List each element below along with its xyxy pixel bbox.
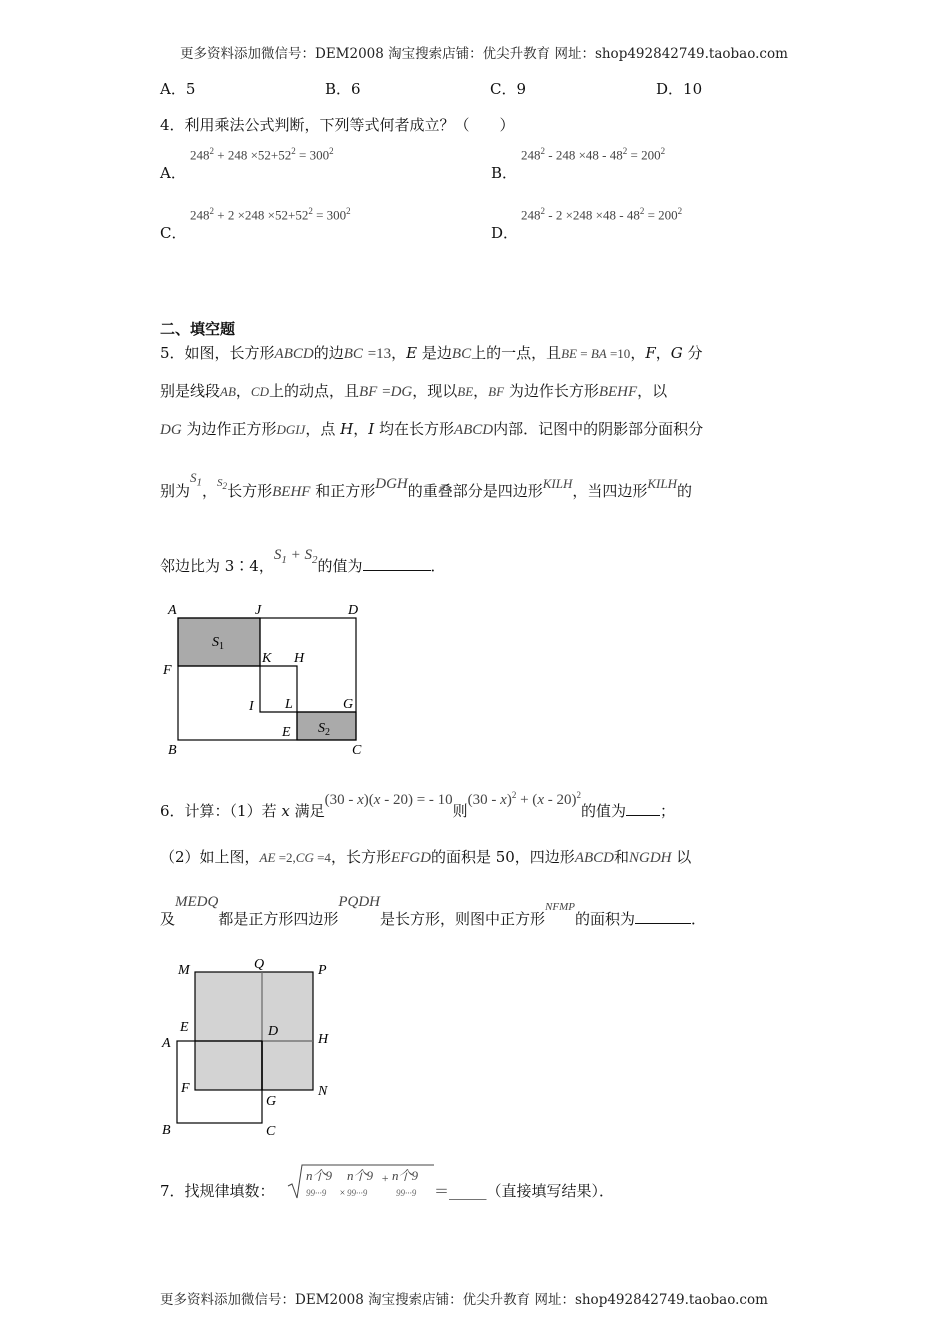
svg-text:n个9: n个9 <box>347 1168 374 1183</box>
q3-option-c: C．9 <box>490 80 527 98</box>
label-p: P <box>318 963 327 978</box>
svg-text:×: × <box>339 1188 346 1199</box>
label-c: C <box>266 1124 276 1139</box>
label-h: H <box>294 651 305 666</box>
svg-text:n个9: n个9 <box>392 1168 419 1183</box>
q4-label-b: B． <box>491 164 518 182</box>
q6-line3: 及MEDQ都是正方形四边形PQDH是长方形，则图中正方形$^{NFMP}$的面积为 ． <box>160 894 707 928</box>
label-i: I <box>249 699 254 714</box>
page-header: 更多资料添加微信号：DEM2008 淘宝搜索店铺：优尖升教育 网址：shop492842749.taobao.com <box>180 46 788 62</box>
q7-tail: ＝_____（直接填写结果）． <box>434 1182 615 1200</box>
q5-line4: 别为$S_1$，$^{S_2}$长方形BEHF 和正方形DGH的重叠部分是四边形KILH，当四边形KILH的 <box>160 470 693 500</box>
q3-option-a: A．5 <box>160 80 196 98</box>
q5-line5: 邻边比为 3∶4，$S_1 + S_2$的值为 ． <box>160 547 446 575</box>
label-g: G <box>343 697 354 712</box>
svg-text:99···9: 99···9 <box>396 1188 417 1198</box>
q6-line1: 6．计算：（1）若 x 满足(30 - x)(x - 20) = - 10则(30 - x)$^2$ + (x - 20)$^2$的值为 ； <box>160 790 676 820</box>
label-n: N <box>318 1084 328 1099</box>
q4-label-c: C． <box>160 224 187 242</box>
svg-text:n个9: n个9 <box>306 1168 333 1183</box>
label-f: F <box>181 1081 190 1096</box>
label-d: D <box>348 603 359 618</box>
svg-text:99···9: 99···9 <box>347 1188 368 1198</box>
q4-stem: 4．利用乘法公式判断，下列等式何者成立？（ ） <box>160 116 515 134</box>
label-q: Q <box>254 957 265 972</box>
rectangle-behf <box>178 666 297 740</box>
label-c: C <box>352 743 362 758</box>
figure-rectangle-abcd <box>160 598 370 760</box>
q7-radical-expression <box>286 1162 436 1202</box>
q3-option-b: B．6 <box>325 80 361 98</box>
label-f: F <box>163 663 172 678</box>
q4-expr-d: $248^2 - 2 \times 248 \times 48 - 48^2 = 200^2$ <box>521 206 683 223</box>
q4-label-d: D． <box>491 224 519 242</box>
label-s1: $S_1$ <box>212 635 224 652</box>
label-a: A <box>162 1036 171 1051</box>
svg-text:99···9: 99···9 <box>306 1188 327 1198</box>
label-l: L <box>285 697 293 712</box>
label-g: G <box>266 1094 277 1109</box>
label-s2: $S_2$ <box>318 721 330 738</box>
q4-expr-c: $248^2 + 2 \times 248 \times 52+52^2 = 300^2$ <box>190 206 351 223</box>
page-footer: 更多资料添加微信号：DEM2008 淘宝搜索店铺：优尖升教育 网址：shop492842749.taobao.com <box>160 1292 768 1308</box>
label-d: D <box>268 1024 279 1039</box>
label-a: A <box>168 603 177 618</box>
label-m: M <box>178 963 190 978</box>
square-nfmp <box>195 972 313 1090</box>
q5-line3: DG 为边作正方形DGIJ，点 H，I 均在长方形ABCD内部．记图中的阴影部分面积分 <box>160 420 704 438</box>
section-title: 二、填空题 <box>160 320 236 338</box>
square-dgij <box>260 618 356 712</box>
q7-text: 7．找规律填数： <box>160 1182 275 1200</box>
figure-squares <box>158 952 338 1144</box>
q4-expr-b: $248^2 - 248 \times 48 - 48^2 = 200^2$ <box>521 146 666 163</box>
q5-line1: 5．如图，长方形ABCD的边BC =13，E 是边BC上的一点，且BE = BA =10，F，G 分 <box>160 344 703 362</box>
label-b: B <box>168 743 177 758</box>
label-k: K <box>262 651 272 666</box>
label-j: J <box>255 603 262 618</box>
svg-text:+: + <box>381 1171 390 1185</box>
q4-expr-a: $248^2 + 248 \times 52+52^2 = 300^2$ <box>190 146 334 163</box>
label-e: E <box>180 1020 189 1035</box>
q3-option-d: D．10 <box>656 80 703 98</box>
q4-label-a: A． <box>160 164 186 182</box>
q6-line2: （2）如上图，AE =2,CG =4，长方形EFGD的面积是 50，四边形ABCD和NGDH 以 <box>160 848 692 866</box>
q5-line2: 别是线段AB，CD上的动点，且BF =DG，现以BE，BF 为边作长方形BEHF，以 <box>160 382 668 400</box>
label-e: E <box>282 725 291 740</box>
label-b: B <box>162 1123 171 1138</box>
label-h: H <box>318 1032 329 1047</box>
